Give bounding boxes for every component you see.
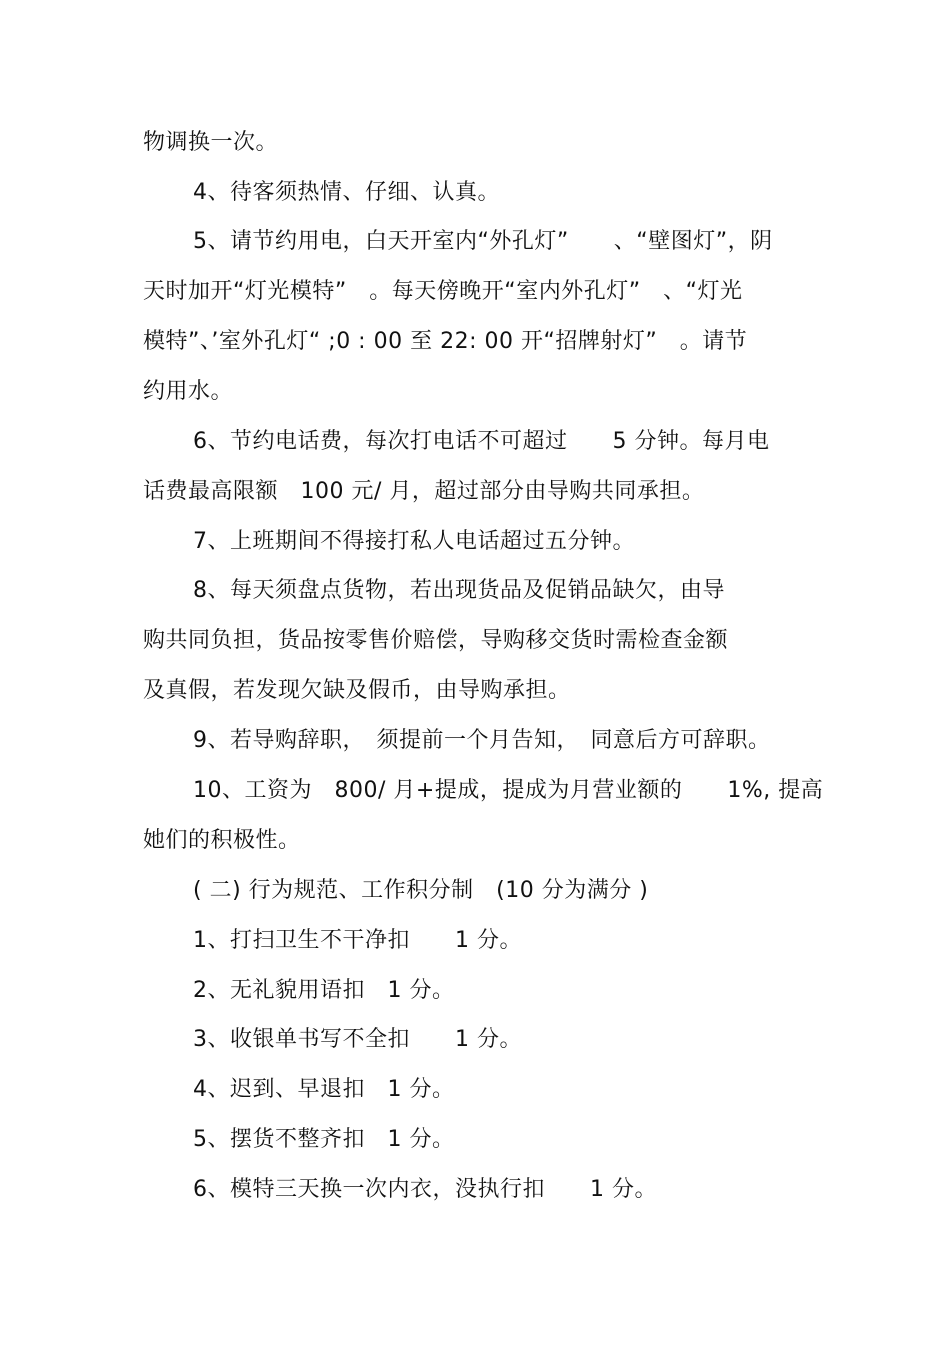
text-line-15: 她们的积极性。 (143, 828, 301, 853)
text-line-22: 6、模特三天换一次内衣，没执行扣 1 分。 (193, 1177, 657, 1202)
text-line-6: 约用水。 (143, 379, 234, 404)
text-line-17: 1、打扫卫生不干净扣 1 分。 (193, 928, 522, 953)
text-line-21: 5、摆货不整齐扣 1 分。 (193, 1127, 455, 1152)
text-line-2: 4、待客须热情、仔细、认真。 (193, 180, 500, 205)
text-line-10: 8、每天须盘点货物，若出现货品及促销品缺欠，由导 (193, 578, 725, 603)
text-line-8: 话费最高限额 100 元/ 月，超过部分由导购共同承担。 (143, 479, 705, 504)
text-line-7: 6、节约电话费，每次打电话不可超过 5 分钟。每月电 (193, 429, 770, 454)
text-line-9: 7、上班期间不得接打私人电话超过五分钟。 (193, 529, 635, 554)
text-line-11: 购共同负担，货品按零售价赔偿，导购移交货时需检查金额 (143, 628, 729, 653)
section-heading: ( 二) 行为规范、工作积分制 (10 分为满分 ) (193, 878, 649, 903)
text-line-12: 及真假，若发现欠缺及假币，由导购承担。 (143, 678, 571, 703)
text-line-13: 9、若导购辞职， 须提前一个月告知， 同意后方可辞职。 (193, 728, 771, 753)
text-line-14: 10、工资为 800/ 月+提成，提成为月营业额的 1%, 提高 (193, 778, 824, 803)
text-line-4: 天时加开“灯光模特” 。每天傍晚开“室内外孔灯” 、“灯光 (143, 279, 743, 304)
text-line-1: 物调换一次。 (143, 130, 279, 155)
text-line-20: 4、迟到、早退扣 1 分。 (193, 1077, 455, 1102)
text-line-5: 模特”、’室外孔灯“ ;0 : 00 至 22: 00 开“招牌射灯” 。请节 (143, 329, 748, 354)
text-line-3: 5、请节约用电，白天开室内“外孔灯” 、“壁图灯”，阴 (193, 229, 773, 254)
text-line-18: 2、无礼貌用语扣 1 分。 (193, 978, 455, 1003)
text-line-19: 3、收银单书写不全扣 1 分。 (193, 1027, 522, 1052)
